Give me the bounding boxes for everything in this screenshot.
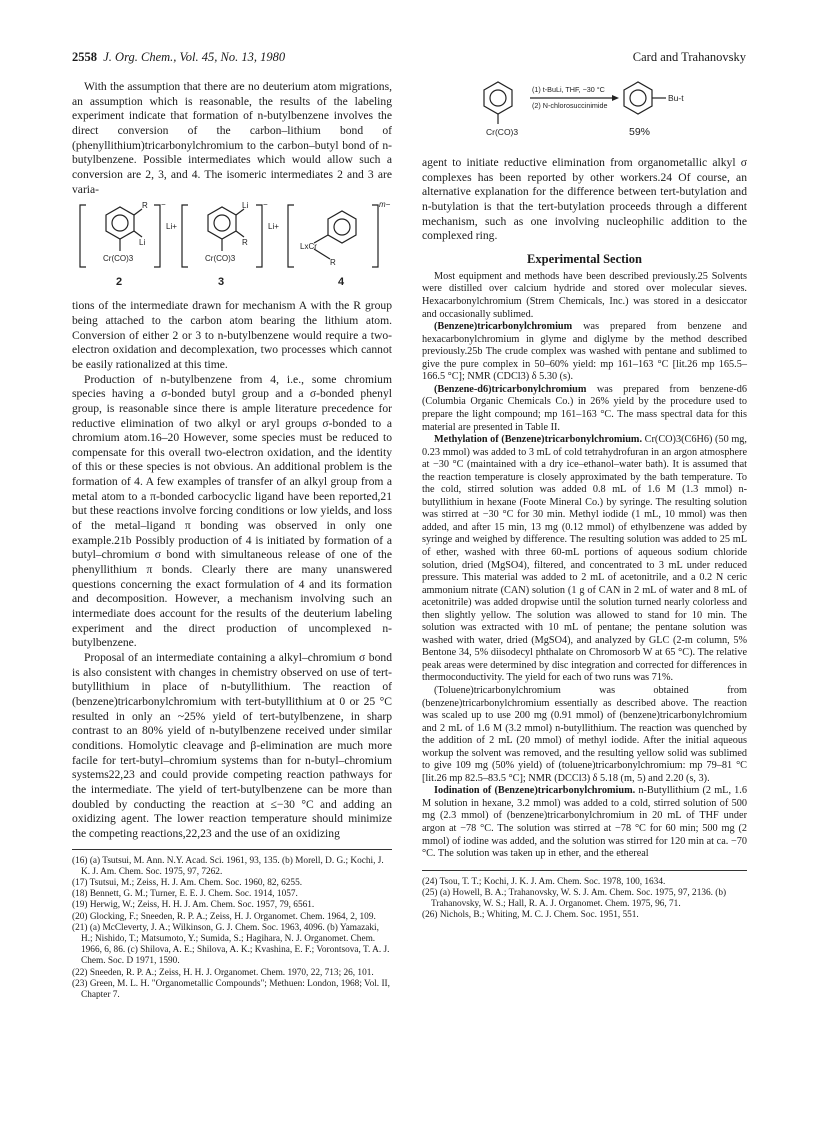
struct-2-cation: Li+ [166, 222, 177, 232]
page-number: 2558 [72, 50, 97, 64]
right-footnotes [422, 870, 747, 922]
bracket-2-left [80, 205, 86, 267]
exp-benzene-complex-body: was prepared from benzene and hexacarbonylchromium in glyme and diglyme by the method described previously.25b The crude complex was washed with pentane and sublimed to give the pure complex in 50–60% yield: mp 161–163 °C [lit.26 mp 165.5–166.5 °C]; NMR (CDCl3) δ 5.30 (s). [422, 321, 747, 383]
left-paragraph-4: Proposal of an intermediate containing a alkyl–chromium σ bond is also consistent with changes in chemistry observed on use of tert-butyllithium in place of n-butyllithium. The reaction of (benzene)tricarbonylchromium with tert-butyllithium at 0 or 25 °C resulted in only an ~25% yield of tert-butylbenzene, in sharp contrast to an 80% yield of n-butylbenzene received under similar conditions. Homolytic cleavage and β-elimination are much more facile for tert-butyl–chromium systems than for n-butyl–chromium systems22,23 and could provide competing reaction pathways for the intermediate. The yield of tert-butylbenzene can be more than doubled by conducting the reaction at ≤−30 °C and adding an oxidizing agent. The lower reaction temperature should minimize the competing reactions,22,23 and the use of an oxidizing [72, 651, 392, 840]
right-paragraph-1: agent to initiate reductive elimination from organometallic alkyl σ complexes has been reported by other workers.24 Of course, an alternative explanation for the difference between tert-butylation and n-butylation is that the tert-butylation proceeds through a different mechanism, such as one involving nucleophilic addition to the complexed ring. [422, 156, 747, 243]
header-authors: Card and Trahanovsky [632, 50, 746, 64]
footnote-19: (19) Herwig, W.; Zeiss, H. H. J. Am. Chem. Soc. 1957, 79, 6561. [72, 900, 315, 911]
product-tbu: Bu-t [668, 93, 684, 103]
li-bond-2 [134, 231, 142, 237]
header-citation [72, 50, 285, 65]
struct-4-lxcr: LxCr [300, 242, 317, 252]
footnote-18: (18) Bennett, G. M.; Turner, E. E. J. Chem. Soc. 1914, 1057. [72, 889, 298, 900]
ring-2-circle [112, 215, 128, 231]
struct-3-charge: − [263, 200, 268, 210]
struct-2-crco3: Cr(CO)3 [103, 254, 134, 264]
exp-benzene-d6-title: (Benzene-d6)tricarbonylchromium [434, 383, 587, 395]
struct-2-li: Li [139, 238, 146, 248]
intermediates-structures [72, 199, 392, 295]
ring-4-circle [334, 219, 350, 235]
reactant-ring [484, 82, 512, 114]
footnote-26: (26) Nichols, B.; Whiting, M. C. J. Chem. Soc. 1951, 551. [422, 910, 639, 921]
page-header [72, 50, 746, 68]
footnote-16: (16) (a) Tsutsui, M. Ann. N.Y. Acad. Sci. 1961, 93, 135. (b) Morell, D. G.; Kochi, J. K. J. Am. Chem. Soc. 1975, 97, 7262. [72, 855, 384, 877]
reactant-ring-circle [490, 90, 506, 106]
struct-2-charge: − [161, 200, 166, 210]
exp-methylation [422, 434, 747, 685]
volume-issue: Vol. 45, No. 13, 1980 [179, 50, 286, 64]
exp-benzene-complex-title: (Benzene)tricarbonylchromium [434, 321, 573, 333]
footnote-24: (24) Tsou, T. T.; Kochi, J. K. J. Am. Chem. Soc. 1978, 100, 1634. [422, 876, 666, 887]
product-yield: 59% [629, 126, 651, 138]
struct-3-label: 3 [218, 276, 225, 289]
exp-general: Most equipment and methods have been described previously.25 Solvents were distilled over calcium hydride and stored over molecular sieves. Hexacarbonylchromium (Strem Chemicals, Inc.) was stored in a desiccator and occasionally sublimed. [422, 270, 747, 320]
footnote-21: (21) (a) McCleverty, J. A.; Wilkinson, G. J. Chem. Soc. 1963, 4096. (b) Yamazaki, H.; Nishido, T.; Matsumoto, Y.; Sumida, S.; Hagihara, N. J. Organomet. Chem. 1966, 6, 86. (c) Shilova, A. E.; Shilova, A. K.; Kvashina, E. F.; Vorontsova, T. A. J. Chem. Soc. D 1971, 1590. [72, 922, 390, 967]
struct-4-charge: m− [379, 200, 391, 210]
r-bond-3 [236, 231, 244, 237]
reagent-step-1: (1) t-BuLi, THF, −30 °C [532, 85, 605, 94]
ring-2 [106, 207, 134, 239]
left-footnotes [72, 849, 392, 1002]
bracket-2-right [154, 205, 160, 267]
arrow-head [612, 95, 619, 101]
exp-iodination-body: n-Butyllithium (2 mL, 1.6 M solution in hexane, 3.2 mmol) was added to a cold, stirred solution of 500 mg (2.3 mmol) of (benzene)tricarbonylchromium in 20 mL of THF under argon at −78 °C. The solution was stirred at −78 °C for 60 min; 500 mg (2 mmol) of iodine was added, and the solution was stirred for 120 min at ca. −70 °C. The solution was taken up in ether, and the ethereal [422, 785, 747, 860]
struct-2-r: R [142, 201, 148, 211]
exp-methylation-body: Cr(CO)3(C6H6) (50 mg, 0.23 mmol) was added to 3 mL of cold tetrahydrofuran in an argon atmosphere at −30 °C (maintained with a dry ice–ethanol–water bath). It is assumed that the reaction temperature is closely approximated by the bath temperature. To the cold, stirred solution was added 0.8 mL of 1.6 M (1.3 mmol) n-butyllithium in hexane (Foote Mineral Co.) by syringe. The resulting solution was stirred at −30 °C for 30 min. Methyl iodide (1 mL, 10 mmol) was then added, and after 15 min, 13 mg (0.12 mmol) of ethylbenzene was added by syringe and weighed by difference. The resulting solution was added to 25 mL of ether, washed with three 60-mL portions of aqueous sodium chloride solution, dried (MgSO4), filtered, and concentrated to 3 mL under reduced pressure. This material was added to 2 mL of acetonitrile, and a 0.2 N ceric ammonium nitrate (CAN) solution (1 g of CAN in 2 mL of water and 8 mL of acetonitrile) was added dropwise until the solution turned nearly colorless and then slightly yellow. The solution was allowed to stand for 10 min. The solution was extracted with 10 mL of pentane; the pentane solution was washed with water, dried (MgSO4), and analyzed by GLC (2-m column, 5% Bentone 34, 5% diisodecyl phthalate on Chromosorb W at 65 °C). The relative peak areas were determined by disc integration and corrected for differences in thermoconductivity. The yield for each of two runs was 71%. [422, 434, 747, 684]
left-paragraph-3: Production of n-butylbenzene from 4, i.e., some chromium species having a σ-bonded butyl group and a σ-bonded phenyl group, is reasonable since there is ample literature precedence for reductive elimination of two alkyl or aryl groups σ-bonded to a chromium atom.16–20 However, some species must be reduced to compensate for this overall two-electron oxidation, and the identity of this or these species is not obvious. An additional problem is the formation of 4. A few examples of transfer of an alkyl group from a metal atom to a π-bonded carbocyclic ligand have been reported,21 but these reactions involve forcing conditions or low yields, and loss of the metal–ligand π bonding was observed in only one example.21b Possibly production of 4 is initiated by formation of a butyl–chromium σ bond with simultaneous release of one of the phenyllithium π bonds. Clearly there are many unanswered questions concerning the exact formulation of 4 and its formation and decomposition. However, a mechanism involving such an intermediate does account for the results of the deuterium labeling experiment and the direct production of uncomplexed n-butylbenzene. [72, 372, 392, 650]
exp-iodination-title: Iodination of (Benzene)tricarbonylchromium. [434, 785, 636, 797]
reagent-step-2: (2) N-chlorosuccinimide [532, 101, 608, 110]
ring-4 [328, 211, 356, 243]
product-ring [624, 82, 652, 114]
bracket-4-left [288, 205, 294, 267]
struct-3-crco3: Cr(CO)3 [205, 254, 236, 264]
exp-toluene-complex: (Toluene)tricarbonylchromium was obtained from (benzene)tricarbonylchromium essentially as described above. The reaction was scaled up to use 200 mg (0.91 mmol) of (benzene)tricarbonylchromium and 2 mL of 1.6 M (3.2 mmol) n-butyllithium. The reaction was quenched by the addition of 2 mL (20 mmol) of methyl iodide. After the initial aqueous workup the solvent was removed, and the resulting yellow solid was sublimed to give 109 mg (50% yield) of (toluene)tricarbonylchromium: mp 79–81 °C [lit.26 mp 82.5–83.5 °C]; NMR (DCCl3) δ 5.18 (m, 5) and 2.20 (s, 3). [422, 684, 747, 784]
struct-4-label: 4 [338, 276, 345, 289]
reactant-crco3: Cr(CO)3 [486, 127, 519, 137]
bracket-3-left [182, 205, 188, 267]
reaction-scheme [422, 80, 747, 152]
tert-butylation-scheme [422, 80, 747, 152]
r-bond-2 [134, 209, 142, 215]
exp-methylation-title: Methylation of (Benzene)tricarbonylchromium. [434, 434, 643, 446]
footnote-22: (22) Sneeden, R. P. A.; Zeiss, H. H. J. Organomet. Chem. 1970, 22, 713; 26, 101. [72, 967, 374, 978]
struct-3-r: R [242, 238, 248, 248]
intermediates-figure [72, 199, 392, 295]
product-ring-circle [630, 90, 646, 106]
struct-2-label: 2 [116, 276, 123, 289]
right-column [422, 80, 747, 921]
left-column [72, 80, 392, 1001]
exp-benzene-d6-complex [422, 384, 747, 434]
ring-3-circle [214, 215, 230, 231]
struct-3-li: Li [242, 201, 249, 211]
ring-3 [208, 207, 236, 239]
footnote-20: (20) Glocking, F.; Sneeden, R. P. A.; Zeiss, H. J. Organomet. Chem. 1964, 2, 109. [72, 911, 376, 922]
exp-benzene-d6-body: was prepared from benzene-d6 (Columbia Organic Chemicals Co.) in 26% yield by the procedure used to prepare the light compound; mp 161–163 °C. The mass spectral data for this material are presented in Table II. [422, 383, 747, 433]
exp-benzene-complex [422, 321, 747, 384]
footnote-25: (25) (a) Howell, B. A.; Trahanovsky, W. S. J. Am. Chem. Soc. 1975, 97, 2136. (b) Trahanovsky, W. S.; Hall, R. A. J. Organomet. Chem. 1975, 96, 71. [422, 887, 727, 910]
left-paragraph-2: tions of the intermediate drawn for mechanism A with the R group being attached to the carbon atom bearing the lithium atom. Conversion of either 2 or 3 to n-butylbenzene would require a two-electron oxidation and decomplexation, two processes which cannot be easily rationalized at this time. [72, 299, 392, 371]
bracket-3-right [256, 205, 262, 267]
exp-iodination [422, 785, 747, 860]
footnote-23: (23) Green, M. L. H. "Organometallic Compounds"; Methuen: London, 1968; Vol. II, Chapter 7. [72, 978, 390, 1000]
struct-3-cation: Li+ [268, 222, 279, 232]
bracket-4-right [372, 205, 378, 267]
journal-name: J. Org. Chem., [103, 50, 177, 64]
left-paragraph-1: With the assumption that there are no deuterium atom migrations, an assumption which is reasonable, the results of the labeling experiment indicate that formation of n-butylbenzene involves the direct conversion of the carbon–lithium bond of (phenyllithium)tricarbonylchromium to the carbon–butyl bond of n-butylbenzene. Possible intermediates which would allow such a conversion are 2, 3, and 4. The isomeric intermediates 2 and 3 are varia- [72, 80, 392, 196]
experimental-heading: Experimental Section [527, 251, 642, 266]
struct-4-r: R [330, 258, 336, 268]
footnote-17: (17) Tsutsui, M.; Zeiss, H. J. Am. Chem. Soc. 1960, 82, 6255. [72, 877, 303, 888]
